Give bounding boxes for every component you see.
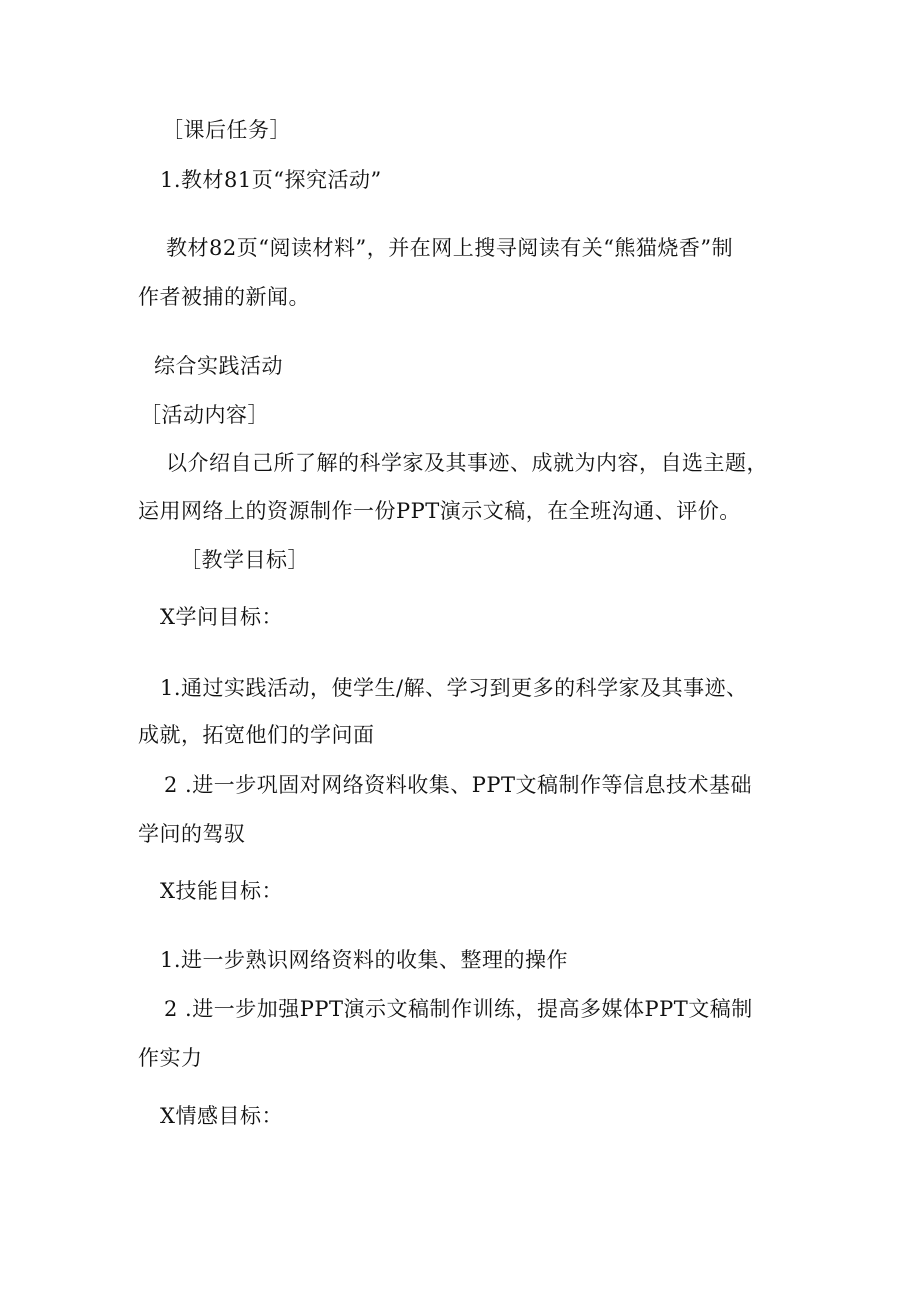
knowledge-goal-1-line-1: 1.通过实践活动，使学生/解、学习到更多的科学家及其事迹、	[160, 676, 748, 700]
activity-title: 综合实践活动	[154, 354, 283, 378]
section-heading-after-class-tasks: ［课后任务］	[162, 118, 291, 142]
task-item-2-line-1: 教材82页“阅读材料”，并在网上搜寻阅读有关“熊猫烧香”制	[166, 236, 734, 260]
section-heading-teaching-goals: ［教学目标］	[180, 548, 309, 572]
task-item-2-line-2: 作者被捕的新闻。	[138, 285, 310, 309]
emotion-goals-heading: X情感目标：	[160, 1104, 283, 1128]
skill-goal-1: 1.进一步熟识网络资料的收集、整理的操作	[160, 948, 569, 972]
knowledge-goal-2-line-2: 学问的驾驭	[138, 822, 246, 846]
knowledge-goal-2-line-1: 2 .进一步巩固对网络资料收集、PPT文稿制作等信息技术基础	[164, 773, 752, 797]
activity-content-line-1: 以介绍自己所了解的科学家及其事迹、成就为内容，自选主题，	[166, 451, 768, 475]
section-heading-activity-content: ［活动内容］	[140, 403, 269, 427]
knowledge-goal-1-line-2: 成就，拓宽他们的学问面	[138, 723, 375, 747]
activity-content-line-2: 运用网络上的资源制作一份PPT演示文稿，在全班沟通、评价。	[138, 499, 741, 523]
skill-goal-2-line-1: 2 .进一步加强PPT演示文稿制作训练，提高多媒体PPT文稿制	[164, 997, 753, 1021]
skill-goals-heading: X技能目标：	[160, 879, 283, 903]
knowledge-goals-heading: X学问目标：	[160, 605, 283, 629]
task-item-1: 1.教材81页“探究活动”	[160, 168, 382, 192]
skill-goal-2-line-2: 作实力	[138, 1046, 203, 1070]
